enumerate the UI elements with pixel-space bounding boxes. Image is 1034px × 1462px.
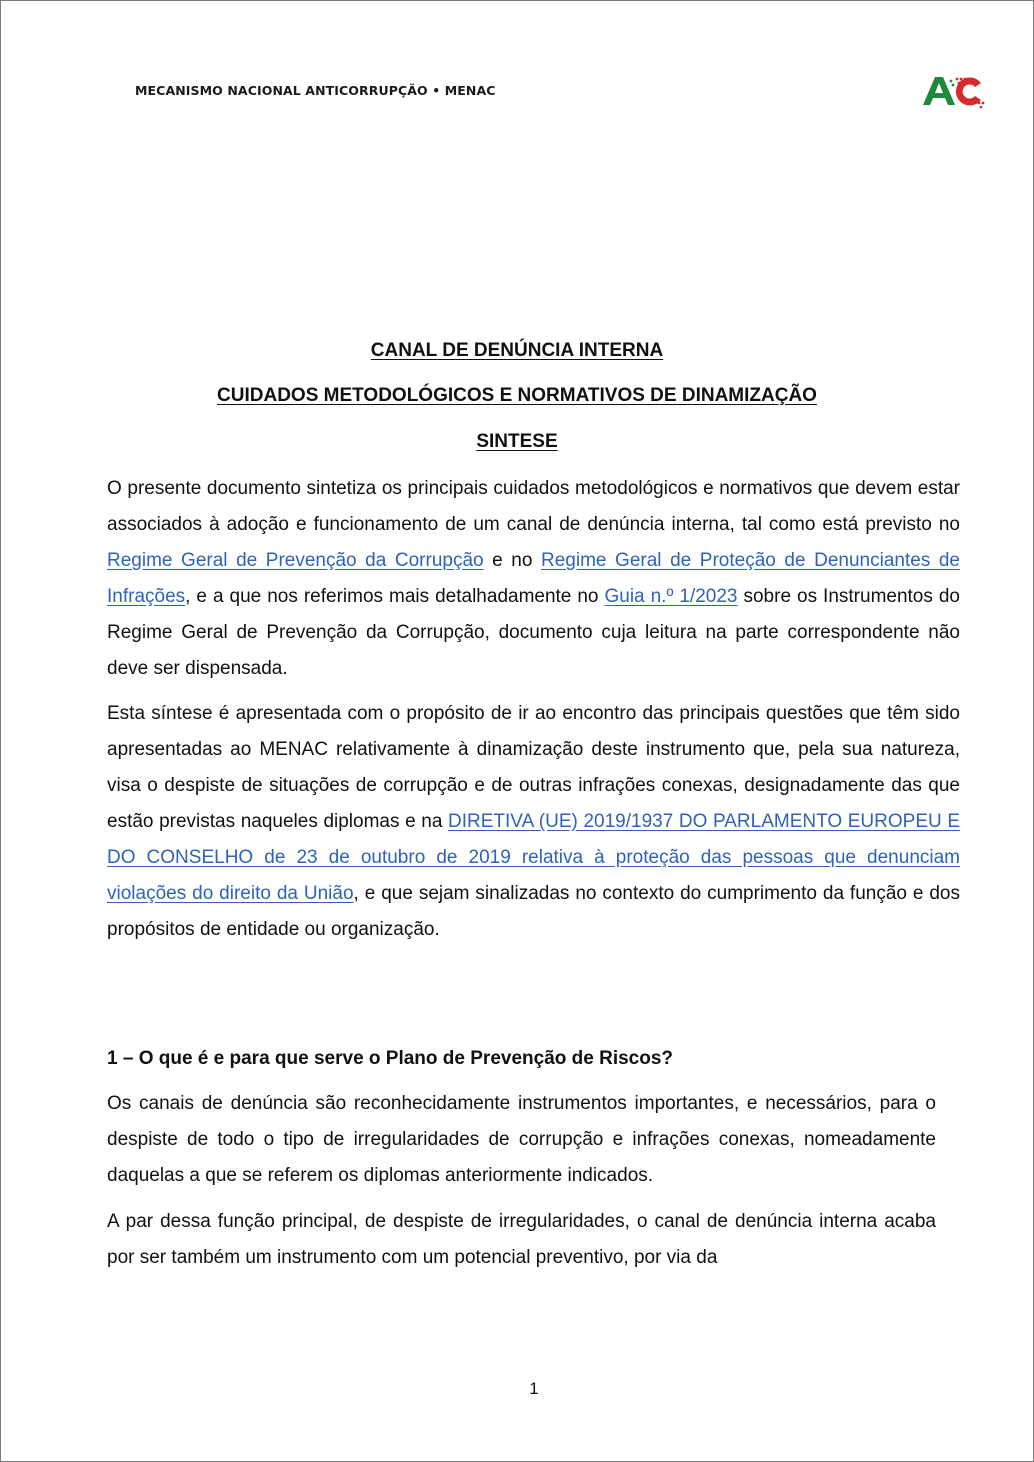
link-regime-geral-protecao[interactable]: Regime Geral de Proteção de Denunciantes de Infrações: [107, 550, 960, 607]
link-guia-1-2023[interactable]: Guia n.º 1/2023: [604, 586, 738, 607]
intro-text-1: O presente documento sintetiza os principais cuidados metodológicos e normativos que devem estar associados à adoção e funcionamento de um canal de denúncia interna, tal como está previsto no: [107, 478, 960, 535]
section-1-paragraph-2: A par dessa função principal, de despiste de irregularidades, o canal de denúncia interna acaba por ser também um instrumento com um potencial preventivo, por via da: [107, 1211, 936, 1268]
link-diretiva-ue[interactable]: DIRETIVA (UE) 2019/1937 DO PARLAMENTO EUROPEU E DO CONSELHO de 23 de outubro de 2019 relativa à proteção das pessoas que denunciam violações do direito da União: [107, 811, 961, 904]
organization-header: MECANISMO NACIONAL ANTICORRUPÇÃO • MENAC: [135, 83, 496, 98]
page-number: 1: [529, 1379, 539, 1398]
document-title: CANAL DE DENÚNCIA INTERNA: [370, 340, 664, 361]
link-regime-geral-prevencao[interactable]: Regime Geral de Prevenção da Corrupção: [107, 550, 484, 571]
section-1-heading: 1 – O que é e para que serve o Plano de Prevenção de Riscos?: [107, 1048, 674, 1069]
intro-text-4: sobre os Instrumentos do Regime Geral de Prevenção da Corrupção, documento cuja leitura na parte correspondente não deve ser dispensada.: [107, 586, 960, 679]
document-subtitle: CUIDADOS METODOLÓGICOS E NORMATIVOS DE DINAMIZAÇÃO: [217, 385, 817, 406]
intro-paragraph: [107, 471, 960, 687]
section-1-paragraph-1: Os canais de denúncia são reconhecidamente instrumentos importantes, e necessários, para o despiste de todo o tipo de irregularidades de corrupção e infrações conexas, nomeadamente daquelas a que se referem os diplomas anteriormente indicados.: [107, 1093, 936, 1186]
synthesis-paragraph: [107, 696, 960, 948]
intro-text-3: , e a que nos referimos mais detalhadamente no: [185, 586, 605, 607]
menac-logo-icon: [921, 73, 985, 109]
document-synthesis-label: SINTESE: [476, 431, 558, 452]
synthesis-text-2: , e que sejam sinalizadas no contexto do cumprimento da função e dos propósitos de entidade ou organização.: [107, 883, 960, 940]
synthesis-text-1: Esta síntese é apresentada com o propósito de ir ao encontro das principais questões que têm sido apresentadas ao MENAC relativamente à dinamização deste instrumento que, pela sua natureza, visa o despiste de situações de corrupção e de outras infrações conexas, designadamente das que estão previstas naqueles diplomas e na: [107, 703, 960, 832]
intro-text-2: e no: [483, 550, 542, 571]
